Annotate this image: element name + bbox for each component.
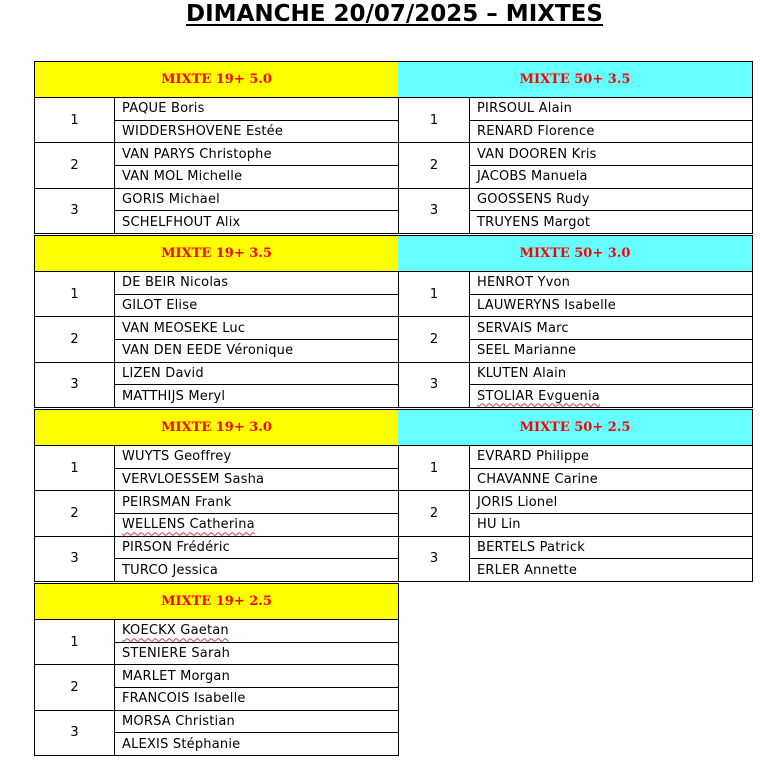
rank-number: 3 (34, 711, 114, 756)
rank-number: 2 (34, 317, 114, 362)
rank-number: 2 (34, 143, 114, 188)
category-header: MIXTE 50+ 2.5 (398, 409, 753, 446)
rank-number: 1 (34, 272, 114, 317)
rank-row (398, 272, 753, 317)
player-name: HU Lin (470, 514, 752, 537)
player-name: ERLER Annette (470, 559, 752, 582)
player-name: MARLET Morgan (115, 665, 398, 688)
rank-row (398, 98, 753, 143)
player-name: PIRSOUL Alain (470, 98, 752, 121)
player-name: MORSA Christian (115, 711, 398, 734)
rank-row (34, 620, 399, 665)
rank-row (34, 446, 399, 491)
player-name: FRANCOIS Isabelle (115, 688, 398, 711)
category-header: MIXTE 50+ 3.5 (398, 61, 753, 98)
rank-number: 1 (398, 446, 469, 491)
player-name (115, 514, 398, 537)
player-name (470, 385, 752, 408)
rank-number: 3 (398, 189, 469, 234)
category-mixte-19-2-5 (34, 583, 399, 756)
rank-number: 3 (398, 537, 469, 582)
rank-number: 1 (398, 272, 469, 317)
player-name: JACOBS Manuela (470, 166, 752, 189)
rank-row (34, 711, 399, 756)
rank-row (398, 189, 753, 234)
rank-row (34, 665, 399, 710)
rank-number: 3 (34, 537, 114, 582)
player-name: TRUYENS Margot (470, 211, 752, 234)
player-name: MATTHIJS Meryl (115, 385, 398, 408)
player-name (115, 620, 398, 643)
player-name: KLUTEN Alain (470, 363, 752, 386)
rank-number: 2 (398, 491, 469, 536)
rank-row (34, 272, 399, 317)
player-name: ALEXIS Stéphanie (115, 733, 398, 756)
rank-number: 2 (398, 143, 469, 188)
player-name: VAN DEN EEDE Véronique (115, 340, 398, 363)
player-name: GOOSSENS Rudy (470, 189, 752, 212)
rank-number: 1 (34, 98, 114, 143)
rank-number: 1 (34, 620, 114, 665)
category-mixte-19-5-0 (34, 61, 399, 234)
rank-number: 3 (34, 363, 114, 408)
category-header: MIXTE 19+ 5.0 (34, 61, 399, 98)
player-name: LIZEN David (115, 363, 398, 386)
rank-row (398, 143, 753, 188)
rank-number: 2 (398, 317, 469, 362)
player-name: SCHELFHOUT Alix (115, 211, 398, 234)
player-name: VAN PARYS Christophe (115, 143, 398, 166)
player-name: STENIERE Sarah (115, 643, 398, 666)
category-header: MIXTE 19+ 2.5 (34, 583, 399, 620)
player-name: RENARD Florence (470, 121, 752, 144)
player-name: LAUWERYNS Isabelle (470, 295, 752, 318)
rank-row (398, 317, 753, 362)
rank-row (34, 98, 399, 143)
player-name: BERTELS Patrick (470, 537, 752, 560)
rank-number: 2 (34, 491, 114, 536)
player-name-text: STOLIAR Evguenia (477, 388, 600, 404)
rank-row (398, 537, 753, 582)
category-mixte-50-3-0 (398, 235, 753, 408)
player-name: VERVLOESSEM Sasha (115, 469, 398, 492)
page-title-text: DIMANCHE 20/07/2025 – MIXTES (186, 1, 603, 27)
player-name: PEIRSMAN Frank (115, 491, 398, 514)
rank-row (398, 446, 753, 491)
player-name: CHAVANNE Carine (470, 469, 752, 492)
rank-number: 3 (34, 189, 114, 234)
rank-row (398, 363, 753, 408)
category-header: MIXTE 19+ 3.5 (34, 235, 399, 272)
rank-number: 2 (34, 665, 114, 710)
rank-number: 1 (34, 446, 114, 491)
rank-row (34, 363, 399, 408)
player-name: GORIS Michael (115, 189, 398, 212)
category-header: MIXTE 50+ 3.0 (398, 235, 753, 272)
player-name: WUYTS Geoffrey (115, 446, 398, 469)
player-name: WIDDERSHOVENE Estée (115, 121, 398, 144)
rank-number: 3 (398, 363, 469, 408)
rank-row (34, 143, 399, 188)
rank-number: 1 (398, 98, 469, 143)
rank-row (398, 491, 753, 536)
player-name: HENROT Yvon (470, 272, 752, 295)
player-name: GILOT Elise (115, 295, 398, 318)
player-name-text: KOECKX Gaetan (122, 623, 229, 639)
player-name: VAN MOL Michelle (115, 166, 398, 189)
rank-row (34, 491, 399, 536)
category-header: MIXTE 19+ 3.0 (34, 409, 399, 446)
player-name: PIRSON Frédéric (115, 537, 398, 560)
player-name: VAN DOOREN Kris (470, 143, 752, 166)
player-name: JORIS Lionel (470, 491, 752, 514)
category-mixte-50-2-5 (398, 409, 753, 582)
category-mixte-19-3-0 (34, 409, 399, 582)
player-name-text: WELLENS Catherina (122, 517, 255, 533)
rank-row (34, 189, 399, 234)
player-name: SEEL Marianne (470, 340, 752, 363)
category-mixte-19-3-5 (34, 235, 399, 408)
player-name: DE BEIR Nicolas (115, 272, 398, 295)
rank-row (34, 537, 399, 582)
page-title (0, 0, 779, 28)
player-name: TURCO Jessica (115, 559, 398, 582)
category-mixte-50-3-5 (398, 61, 753, 234)
player-name: EVRARD Philippe (470, 446, 752, 469)
player-name: PAQUE Boris (115, 98, 398, 121)
player-name: VAN MEOSEKE Luc (115, 317, 398, 340)
rank-row (34, 317, 399, 362)
player-name: SERVAIS Marc (470, 317, 752, 340)
